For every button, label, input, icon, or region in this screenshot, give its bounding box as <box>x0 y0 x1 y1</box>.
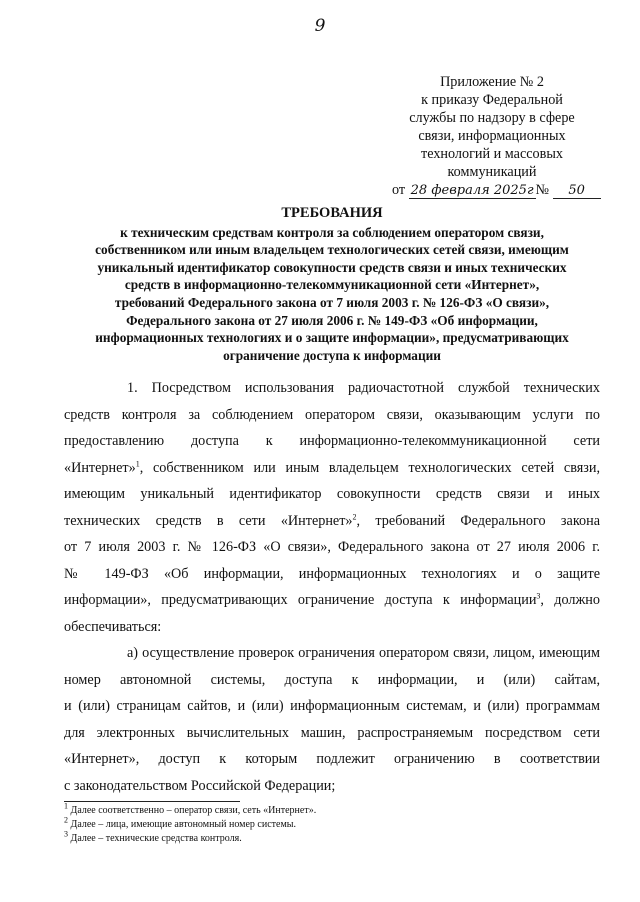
handwritten-number: 50 <box>553 184 601 199</box>
text-line <box>64 508 600 535</box>
number-prefix: № <box>535 182 550 198</box>
footnote-ref-1[interactable]: 1 <box>135 458 140 468</box>
text-line: и (или) страницам сайтов, и (или) информационным системам, и (или) программам <box>64 698 600 714</box>
text-fragment: , требований Федерального закона <box>356 512 600 529</box>
title-main: ТРЕБОВАНИЯ <box>281 205 383 221</box>
text-line: для электронных вычислительных машин, распространяемым посредством сети <box>64 724 600 741</box>
document-title <box>40 205 624 364</box>
appendix-line: к приказу Федеральной <box>421 92 563 108</box>
appendix-line: службы по надзору в сфере <box>409 110 575 126</box>
text-fragment: информации», предусматривающих ограничение доступа к информации <box>64 592 537 608</box>
text-fragment: , должно <box>540 592 600 608</box>
subitem-a <box>64 640 600 799</box>
footnote-1 <box>64 801 594 818</box>
order-date-number <box>392 181 592 199</box>
page-number: 9 <box>314 16 326 36</box>
appendix-line: технологий и массовых <box>421 146 563 162</box>
text-line: от 7 июля 2003 г. № 126-ФЗ «О связи», Федерального закона от 27 июля 2006 г. <box>64 539 600 555</box>
text-line <box>64 587 600 614</box>
title-line: ограничение доступа к информации <box>223 347 441 363</box>
appendix-line: связи, информационных <box>418 128 566 144</box>
title-line: Федерального закона от 27 июля 2006 г. № 149-ФЗ «Об информации, <box>126 312 538 328</box>
footnote-ref-2[interactable]: 2 <box>352 511 357 521</box>
footnote-mark: 1 <box>64 801 68 811</box>
footnote-text: Далее – технические средства контроля. <box>68 833 242 844</box>
text-line: «Интернет», доступ к которым подлежит ограничению в соответствии <box>64 751 600 767</box>
title-line: средств в информационно-телекоммуникационной сети «Интернет», <box>124 277 540 293</box>
title-line: уникальный идентификатор совокупности средств связи и иных технических <box>97 259 567 275</box>
footnote-mark: 2 <box>64 815 68 825</box>
body-text <box>64 375 600 799</box>
text-line: 1. Посредством использования радиочастотной службой технических <box>127 380 600 396</box>
footnote-3 <box>64 829 594 846</box>
title-line: собственником или иным владельцем технологических сетей связи, имеющим <box>95 242 569 258</box>
text-line <box>64 455 600 482</box>
title-line: информационных технологиях и о защите информации», предусматривающих <box>95 330 569 346</box>
text-line: обеспечиваться: <box>64 618 162 635</box>
appendix-header <box>392 73 592 199</box>
text-line: предоставлению доступа к информационно-телекоммуникационной сети <box>64 433 600 449</box>
paragraph-1 <box>64 375 600 640</box>
text-line: с законодательством Российской Федерации; <box>64 777 336 794</box>
date-prefix: от <box>392 182 406 198</box>
text-line: а) осуществление проверок ограничения оператором связи, лицом, имеющим <box>127 645 600 661</box>
title-line: к техническим средствам контроля за соблюдением оператором связи, <box>120 224 544 240</box>
footnote-2 <box>64 815 594 832</box>
footnote-ref-3[interactable]: 3 <box>536 591 541 601</box>
text-line: номер автономной системы, доступа к информации, и (или) сайтам, <box>64 671 600 688</box>
text-fragment: , собственником или иным владельцем технологических сетей связи, <box>139 459 600 476</box>
text-line: средств контроля за соблюдением оператором связи, оказывающим услуги по <box>64 406 600 423</box>
text-fragment: «Интернет» <box>64 459 136 476</box>
footnotes <box>64 801 594 846</box>
text-line: № 149-ФЗ «Об информации, информационных технологиях и о защите <box>64 565 600 582</box>
footnote-divider <box>64 801 240 802</box>
appendix-line: Приложение № 2 <box>440 74 544 90</box>
text-fragment: технических средств в сети «Интернет» <box>64 512 353 529</box>
footnote-text: Далее соответственно – оператор связи, сеть «Интернет». <box>68 805 317 816</box>
handwritten-date: 28 февраля 2025г <box>410 183 534 198</box>
text-line: имеющим уникальный идентификатор совокупности средств связи и иных <box>64 486 600 502</box>
footnote-text: Далее – лица, имеющие автономный номер системы. <box>68 819 296 830</box>
footnote-mark: 3 <box>64 829 68 839</box>
title-line: требований Федерального закона от 7 июля 2003 г. № 126-ФЗ «О связи», <box>114 294 550 310</box>
appendix-line: коммуникаций <box>447 164 537 180</box>
